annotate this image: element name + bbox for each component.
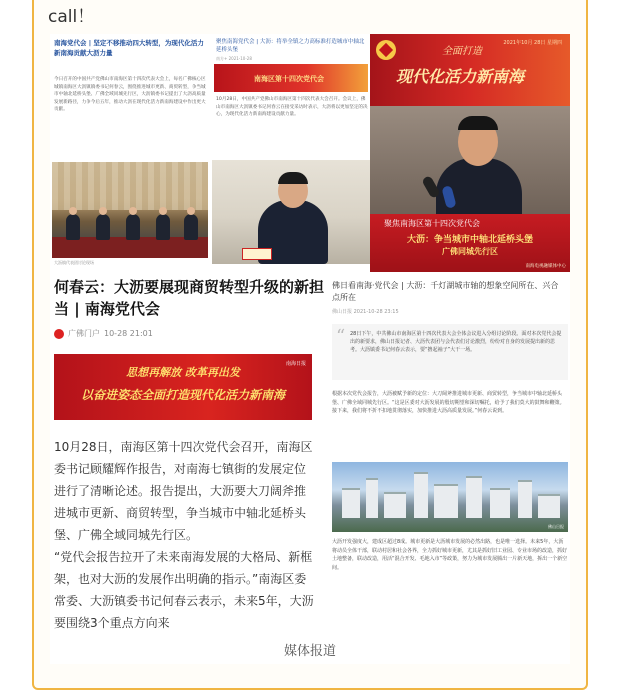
- article-title: 聚焦南海党代会 | 大沥：将举全镇之力高标准打造城市中轴北延桥头堡: [216, 39, 365, 53]
- article-meta: [54, 328, 153, 339]
- article-body: 10月28日，南海区第十四次党代会召开，南海区委书记顾耀辉作报告，对南海七镇街的发展定位进行了清晰论述。报告提出，大沥要大刀阔斧推进城市更新、商贸转型，争当城市中轴北延桥头堡、广佛全域同城先行区。 “党代会报告拉开了未来南海发展的大格局、新框架，也对大沥的发展作出明确的指示。”南海区委常委、大沥镇委书记何春云表示，未来5年，大沥要围绕3个重点方向来: [54, 440, 314, 630]
- party-emblem-icon: [376, 40, 396, 60]
- article-body: 大沥开发强度大，建成区超过8成。城市更新是大沥城市发展的必然出路，也是唯一选择。未来5年，大沥将动员全体干部，联动村居和社会各界，全力抓好城市更新，尤其是抓好旧工业园、专业市场的改造，抓好土地整备，联动改造，用活“混合开发、毛地入市”等政策，努力为城市发展腾出一片新天地，拆出一个新空间。: [332, 539, 568, 571]
- article-clip-4: [50, 266, 330, 664]
- image-caption: 媒体报道: [283, 644, 336, 659]
- article-time: 10-28 21:01: [104, 329, 153, 338]
- video-headline-main: 现代化活力新南海: [396, 67, 525, 86]
- article-body: 今日召开的中国共产党佛山市南海区第十四次代表大会上，每名广佛核心区城镇南海区大沥镇镇委书记何春云，围绕推进城市更新、商贸转型，争当城市中轴北延桥头堡、广佛全域同城先行区，大沥镇委书记提出了大沥高质量发展新路径，力争今后五年，推动大沥在现代化活力新南海建设中作出更大贡献。: [54, 77, 206, 112]
- city-aerial-photo: [332, 462, 568, 532]
- banner-text: 南海区第十四次党代会: [254, 75, 324, 83]
- photo-watermark: 佛山日报: [548, 524, 564, 529]
- lower-third-line-1: 聚焦南海区第十四次党代会: [384, 219, 480, 228]
- top-text: call！: [48, 7, 95, 27]
- meeting-photo: [52, 162, 208, 258]
- article-clip-3-video: [370, 34, 570, 272]
- banner-line-1: 思想再解放 改革再出发: [126, 366, 240, 379]
- article-clip-1: [50, 34, 210, 264]
- banner-line-2: 以奋进姿态全面打造现代化活力新南海: [80, 388, 285, 402]
- article-lead-quote: [332, 324, 568, 380]
- article-clip-2: [212, 34, 370, 264]
- media-collage-image: [50, 34, 570, 664]
- article-clip-5: [332, 272, 570, 664]
- article-banner: [214, 64, 368, 92]
- source-logo-icon: [54, 329, 64, 339]
- video-source: 南海电视融媒体中心: [525, 264, 566, 269]
- lower-third-line-3: 广佛同城先行区: [442, 247, 498, 256]
- article-title: 南海党代会 | 坚定不移推动四大转型，为现代化活力新南海贡献大沥力量: [54, 39, 204, 57]
- video-headline-top: 全面打造: [442, 46, 482, 57]
- quote-mark-icon: “: [336, 326, 346, 347]
- lower-third-line-2: 大沥：争当城市中轴北延桥头堡: [406, 235, 533, 245]
- video-date: 2021年10月 28日 星期四: [503, 40, 562, 46]
- banner-logo: 南海日报: [285, 361, 306, 367]
- article-banner: [54, 354, 312, 420]
- article-body: 10月28日，中国共产党佛山市南海区第十四次代表大会召开。会议上，佛山市南海区大沥镇委书记何春云在接受采访时表示，大沥将以更加坚定的决心，为现代化活力新南海建设贡献力量。: [216, 97, 368, 117]
- article-title: 何春云：大沥要展现商贸转型升级的新担当 | 南海党代会: [54, 278, 325, 318]
- video-header: [370, 34, 570, 106]
- article-source: 广佛门户: [68, 329, 100, 338]
- article-meta: 南方+ 2021-10-28: [216, 56, 252, 61]
- speaker-photo: [212, 160, 370, 264]
- lead-text: 28日下午，中共佛山市南海区第十四次代表大会全体会议进入分组讨论阶段。面对本次党代会提出的新要求，佛山日报记者、大沥代表团与会代表们讨论激烈，纷纷对自身的发展提出新的思考。大沥镇委书记何春云表示，要“撸起袖子”大干一场。: [350, 331, 562, 353]
- photo-caption: 大沥镇代表团讨论现场: [54, 260, 94, 265]
- article-body: 根据本次党代会报告，大沥被赋予新的定位：大刀阔斧推进城市更新、商贸转型，争当城市中轴北延桥头堡、广佛全域同城先行区。“这是区委对大沥发展的殷切期望和深切嘱托，给予了我们莫大的鼓舞和鞭策。接下来，我们将不折不扣地贯彻落实，加快推进大沥高质量发展。”何春云说到。: [332, 391, 565, 414]
- article-title: 佛日看南海·党代会 | 大沥：千灯湖城市轴的想象空间所在、兴合点所在: [332, 281, 559, 302]
- interview-video-frame: [370, 106, 570, 214]
- article-meta: 佛山日报 2021-10-28 23:15: [332, 309, 399, 315]
